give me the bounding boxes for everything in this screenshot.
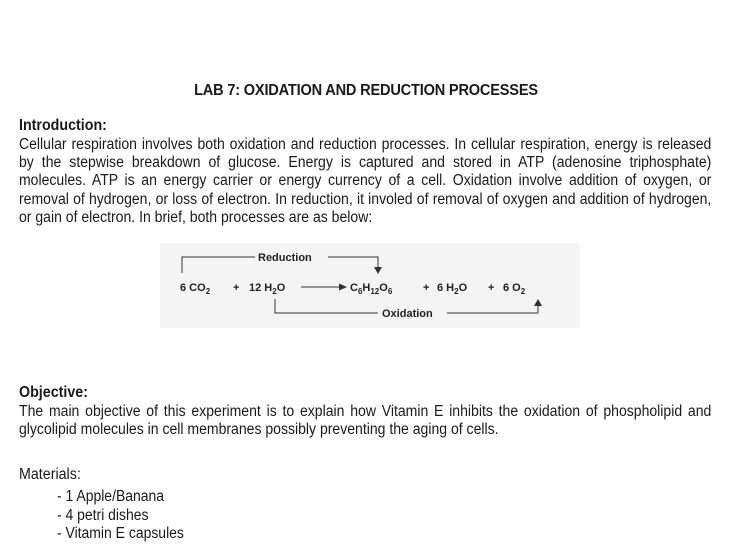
list-item: - 4 petri dishes: [57, 507, 184, 526]
product-glucose: $C_6H_{12}O_6$: [350, 282, 393, 296]
product-oxygen: 6 $O_2$: [503, 282, 526, 296]
materials-heading: Materials:: [19, 466, 81, 483]
product-water: 6 $H_2O$: [437, 282, 468, 296]
introduction-text: Cellular respiration involves both oxidation and reduction processes. In cellular respiration, energy is released by the stepwise breakdown of glucose. Energy is captured and stored in ATP (adenosine triphosphate) molecules. ATP is an energy carrier or energy currency of a cell. Oxidation involve addition of oxygen, or removal of hydrogen, or loss of electron. In reduction, it involed of removal of oxygen and addition of hydrogen, or gain of electron. In brief, both processes are as below:: [19, 136, 712, 226]
reactant-co2: 6 $CO_2$: [180, 282, 211, 296]
plus-sign-2: +: [423, 282, 430, 294]
objective-heading: Objective:: [19, 384, 88, 401]
introduction-heading: Introduction:: [19, 117, 107, 134]
reaction-arrowhead: [339, 284, 347, 291]
reduction-arrowhead: [374, 267, 382, 274]
oxidation-label: Oxidation: [382, 308, 433, 320]
reduction-bracket-right: [328, 257, 378, 270]
oxidation-arrowhead: [534, 299, 542, 306]
reduction-label: Reduction: [258, 252, 312, 264]
oxidation-bracket-right: [447, 304, 538, 313]
plus-sign-3: +: [488, 282, 495, 294]
document-title: LAB 7: OXIDATION AND REDUCTION PROCESSES: [194, 82, 538, 99]
plus-sign-1: +: [233, 282, 240, 294]
redox-reaction-diagram: [160, 243, 580, 328]
reduction-bracket-left: [182, 257, 255, 273]
oxidation-bracket-left: [275, 299, 378, 313]
objective-text: The main objective of this experiment is to explain how Vitamin E inhibits the oxidation of phospholipid and glycolipid molecules in cell membranes possibly preventing the aging of cells.: [19, 403, 712, 439]
list-item: - Vitamin E capsules: [57, 525, 184, 544]
list-item: - 1 Apple/Banana: [57, 488, 184, 507]
reactant-h2o: 12 $H_2O$: [249, 282, 286, 296]
materials-list: [57, 488, 184, 544]
reaction-svg: [160, 243, 580, 328]
